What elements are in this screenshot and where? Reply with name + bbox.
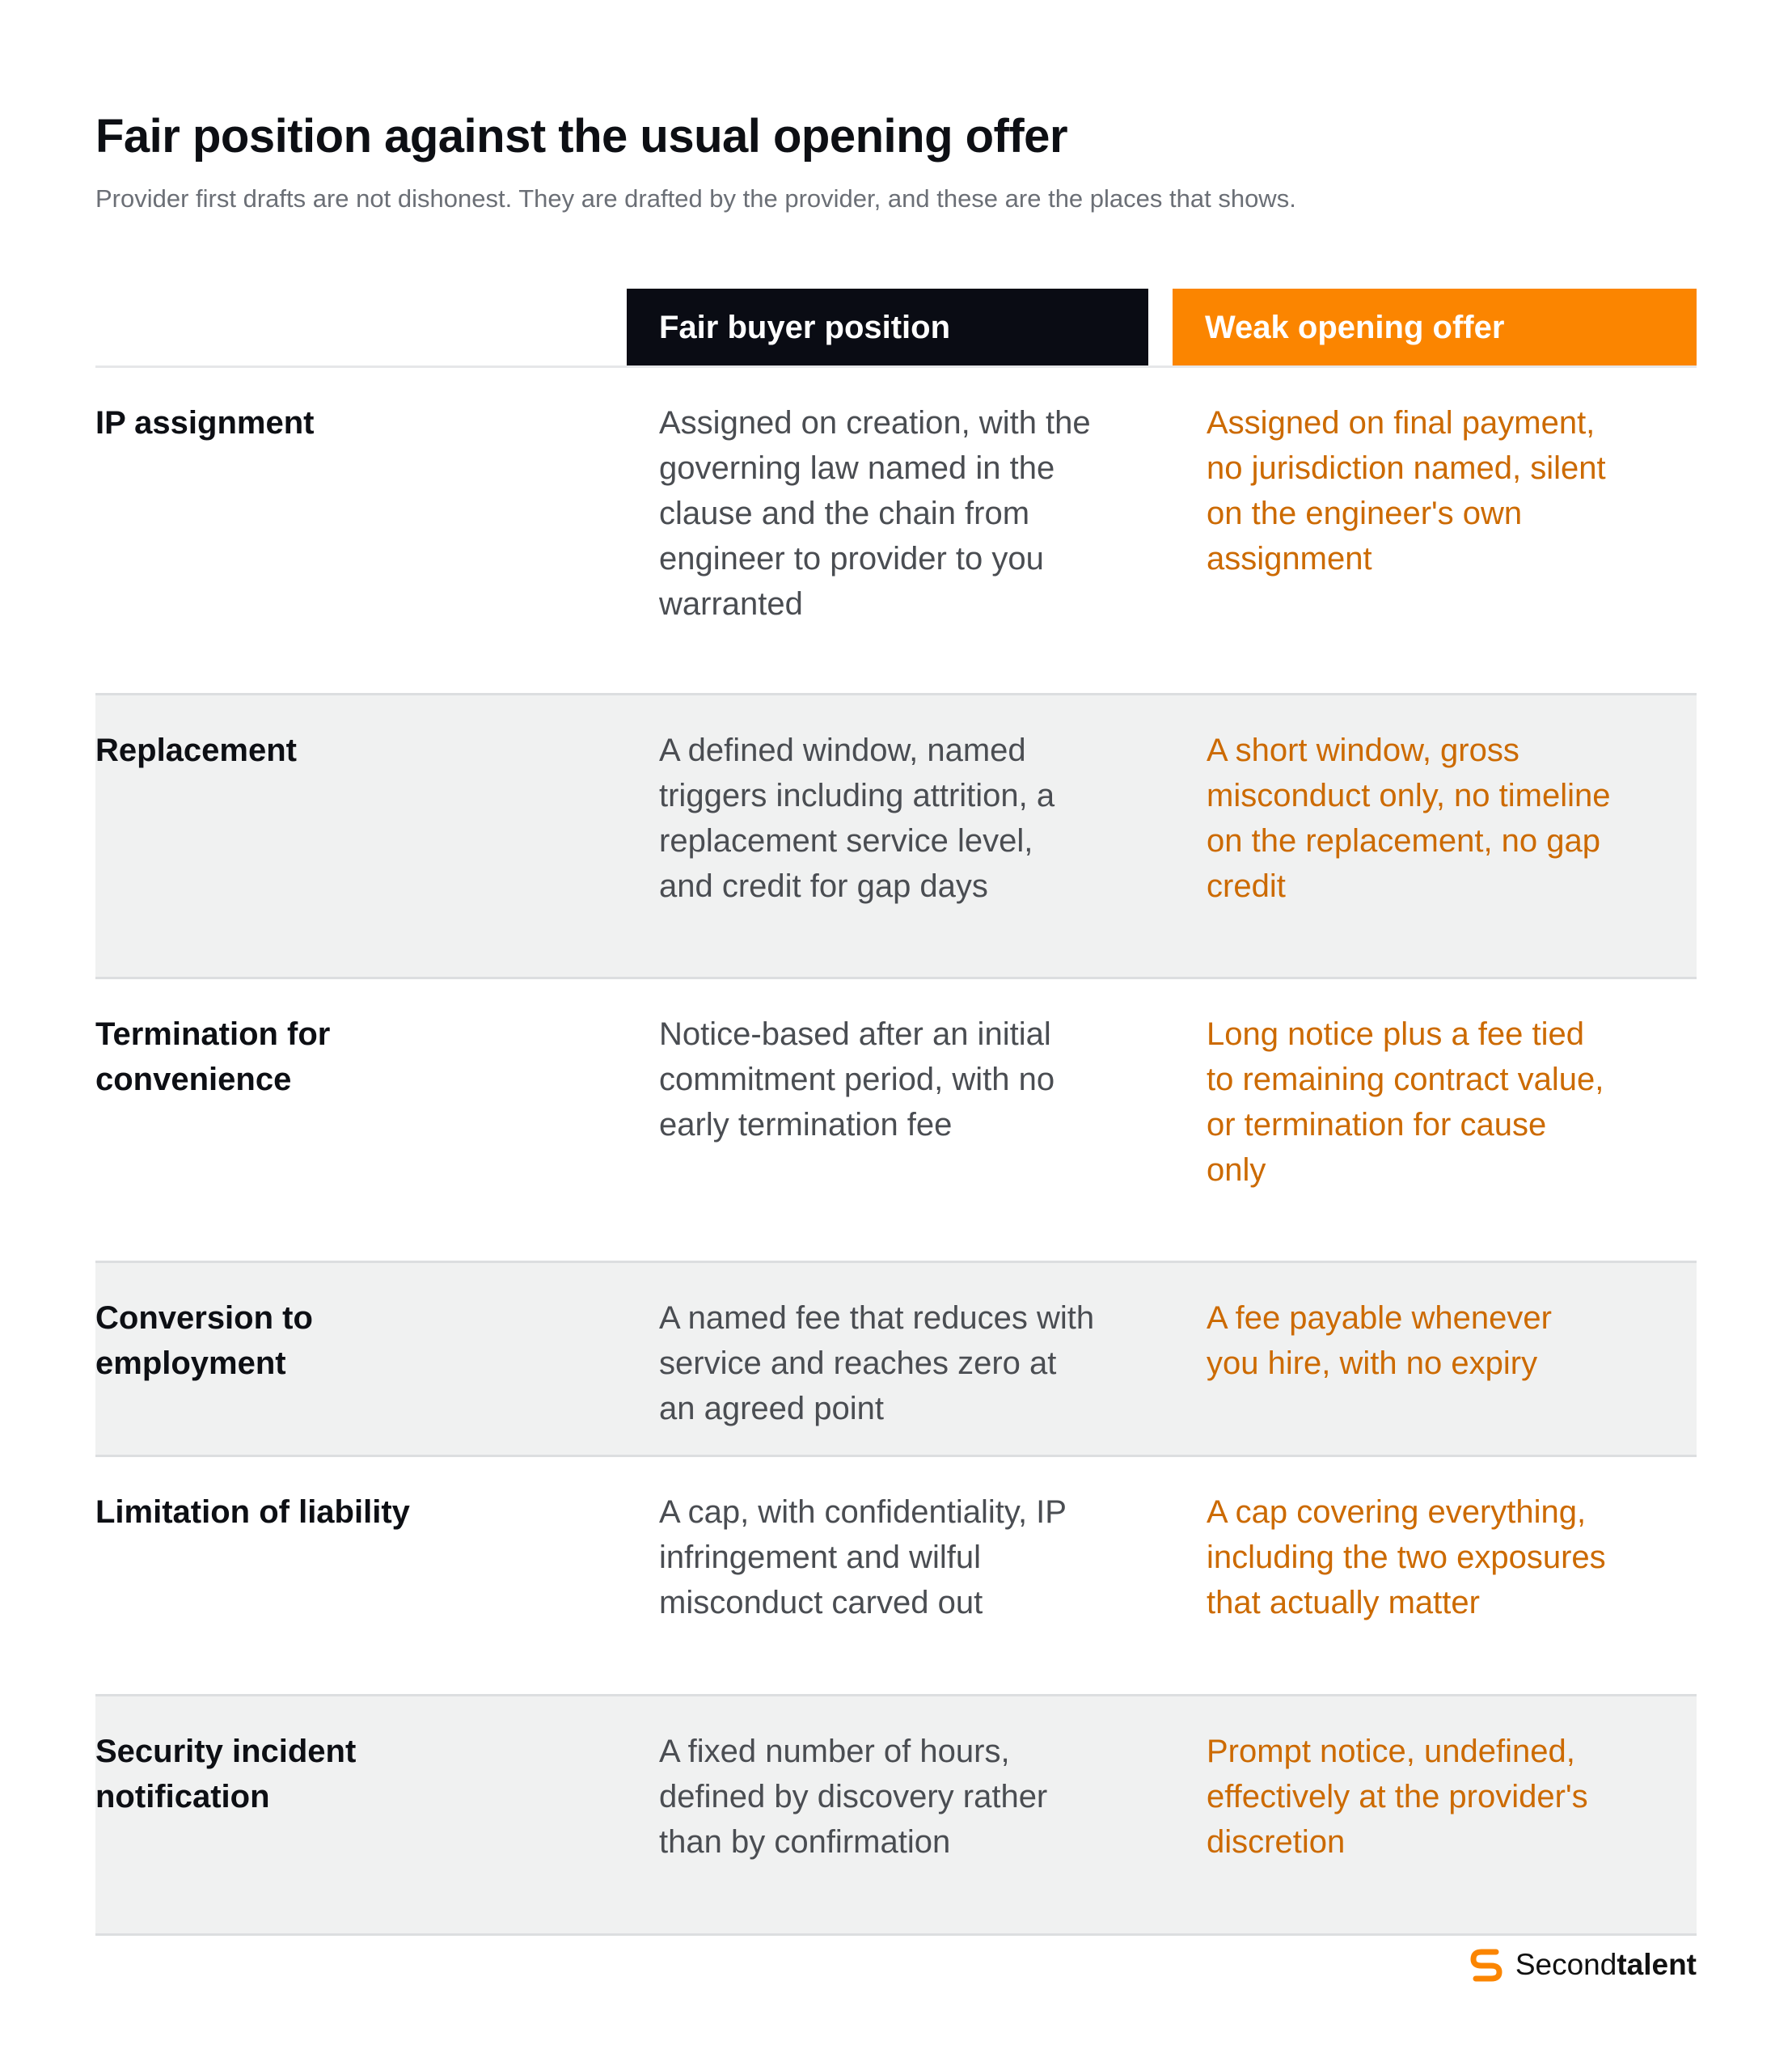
- table-row-ip-assignment: [95, 368, 1697, 695]
- column-header-weak: Weak opening offer: [1173, 289, 1697, 366]
- brand-name-bold: talent: [1617, 1948, 1697, 1981]
- brand-logo: [1465, 1942, 1697, 1988]
- fair-position-cell: A defined window, named triggers including attrition, a replacement service level, and credit for gap days: [659, 733, 1055, 904]
- table-row-termination: [95, 979, 1697, 1263]
- fair-position-cell: A cap, with confidentiality, IP infringement and wilful misconduct carved out: [659, 1494, 1067, 1620]
- brand-wordmark: [1515, 1948, 1697, 1982]
- table-row-security-incident: [95, 1696, 1697, 1936]
- row-label: Security incident notification: [95, 1734, 357, 1814]
- page-title: Fair position against the usual opening offer: [95, 110, 1068, 163]
- weak-offer-cell: A cap covering everything, including the two exposures that actually matter: [1207, 1494, 1606, 1620]
- table-row-conversion: [95, 1263, 1697, 1457]
- row-label: Replacement: [95, 733, 297, 768]
- row-label: IP assignment: [95, 405, 315, 441]
- weak-offer-cell: A short window, gross misconduct only, no timeline on the replacement, no gap credit: [1207, 733, 1611, 904]
- fair-position-cell: Assigned on creation, with the governing law named in the clause and the chain from engineer to provider to you warranted: [659, 405, 1091, 622]
- brand-name-light: Second: [1515, 1948, 1617, 1981]
- weak-offer-cell: Assigned on final payment, no jurisdiction named, silent on the engineer's own assignment: [1207, 405, 1606, 577]
- fair-position-cell: A fixed number of hours, defined by discovery rather than by confirmation: [659, 1734, 1048, 1860]
- fair-position-cell: A named fee that reduces with service and reaches zero at an agreed point: [659, 1300, 1095, 1426]
- column-header-fair: Fair buyer position: [627, 289, 1148, 366]
- secondtalent-s-logo-icon: [1465, 1944, 1507, 1986]
- row-label: Termination for convenience: [95, 1016, 331, 1097]
- fair-position-cell: Notice-based after an initial commitment period, with no early termination fee: [659, 1016, 1055, 1143]
- row-label: Limitation of liability: [95, 1494, 410, 1530]
- weak-offer-cell: A fee payable whenever you hire, with no expiry: [1207, 1300, 1552, 1381]
- row-label: Conversion to employment: [95, 1300, 313, 1381]
- table-row-replacement: [95, 695, 1697, 979]
- weak-offer-cell: Long notice plus a fee tied to remaining contract value, or termination for cause only: [1207, 1016, 1604, 1188]
- page-subtitle: Provider first drafts are not dishonest. They are drafted by the provider, and these are the places that shows.: [95, 184, 1296, 213]
- weak-offer-cell: Prompt notice, undefined, effectively at the provider's discretion: [1207, 1734, 1588, 1860]
- table-header: [95, 289, 1697, 366]
- comparison-table: [95, 368, 1697, 1936]
- table-row-liability: [95, 1457, 1697, 1696]
